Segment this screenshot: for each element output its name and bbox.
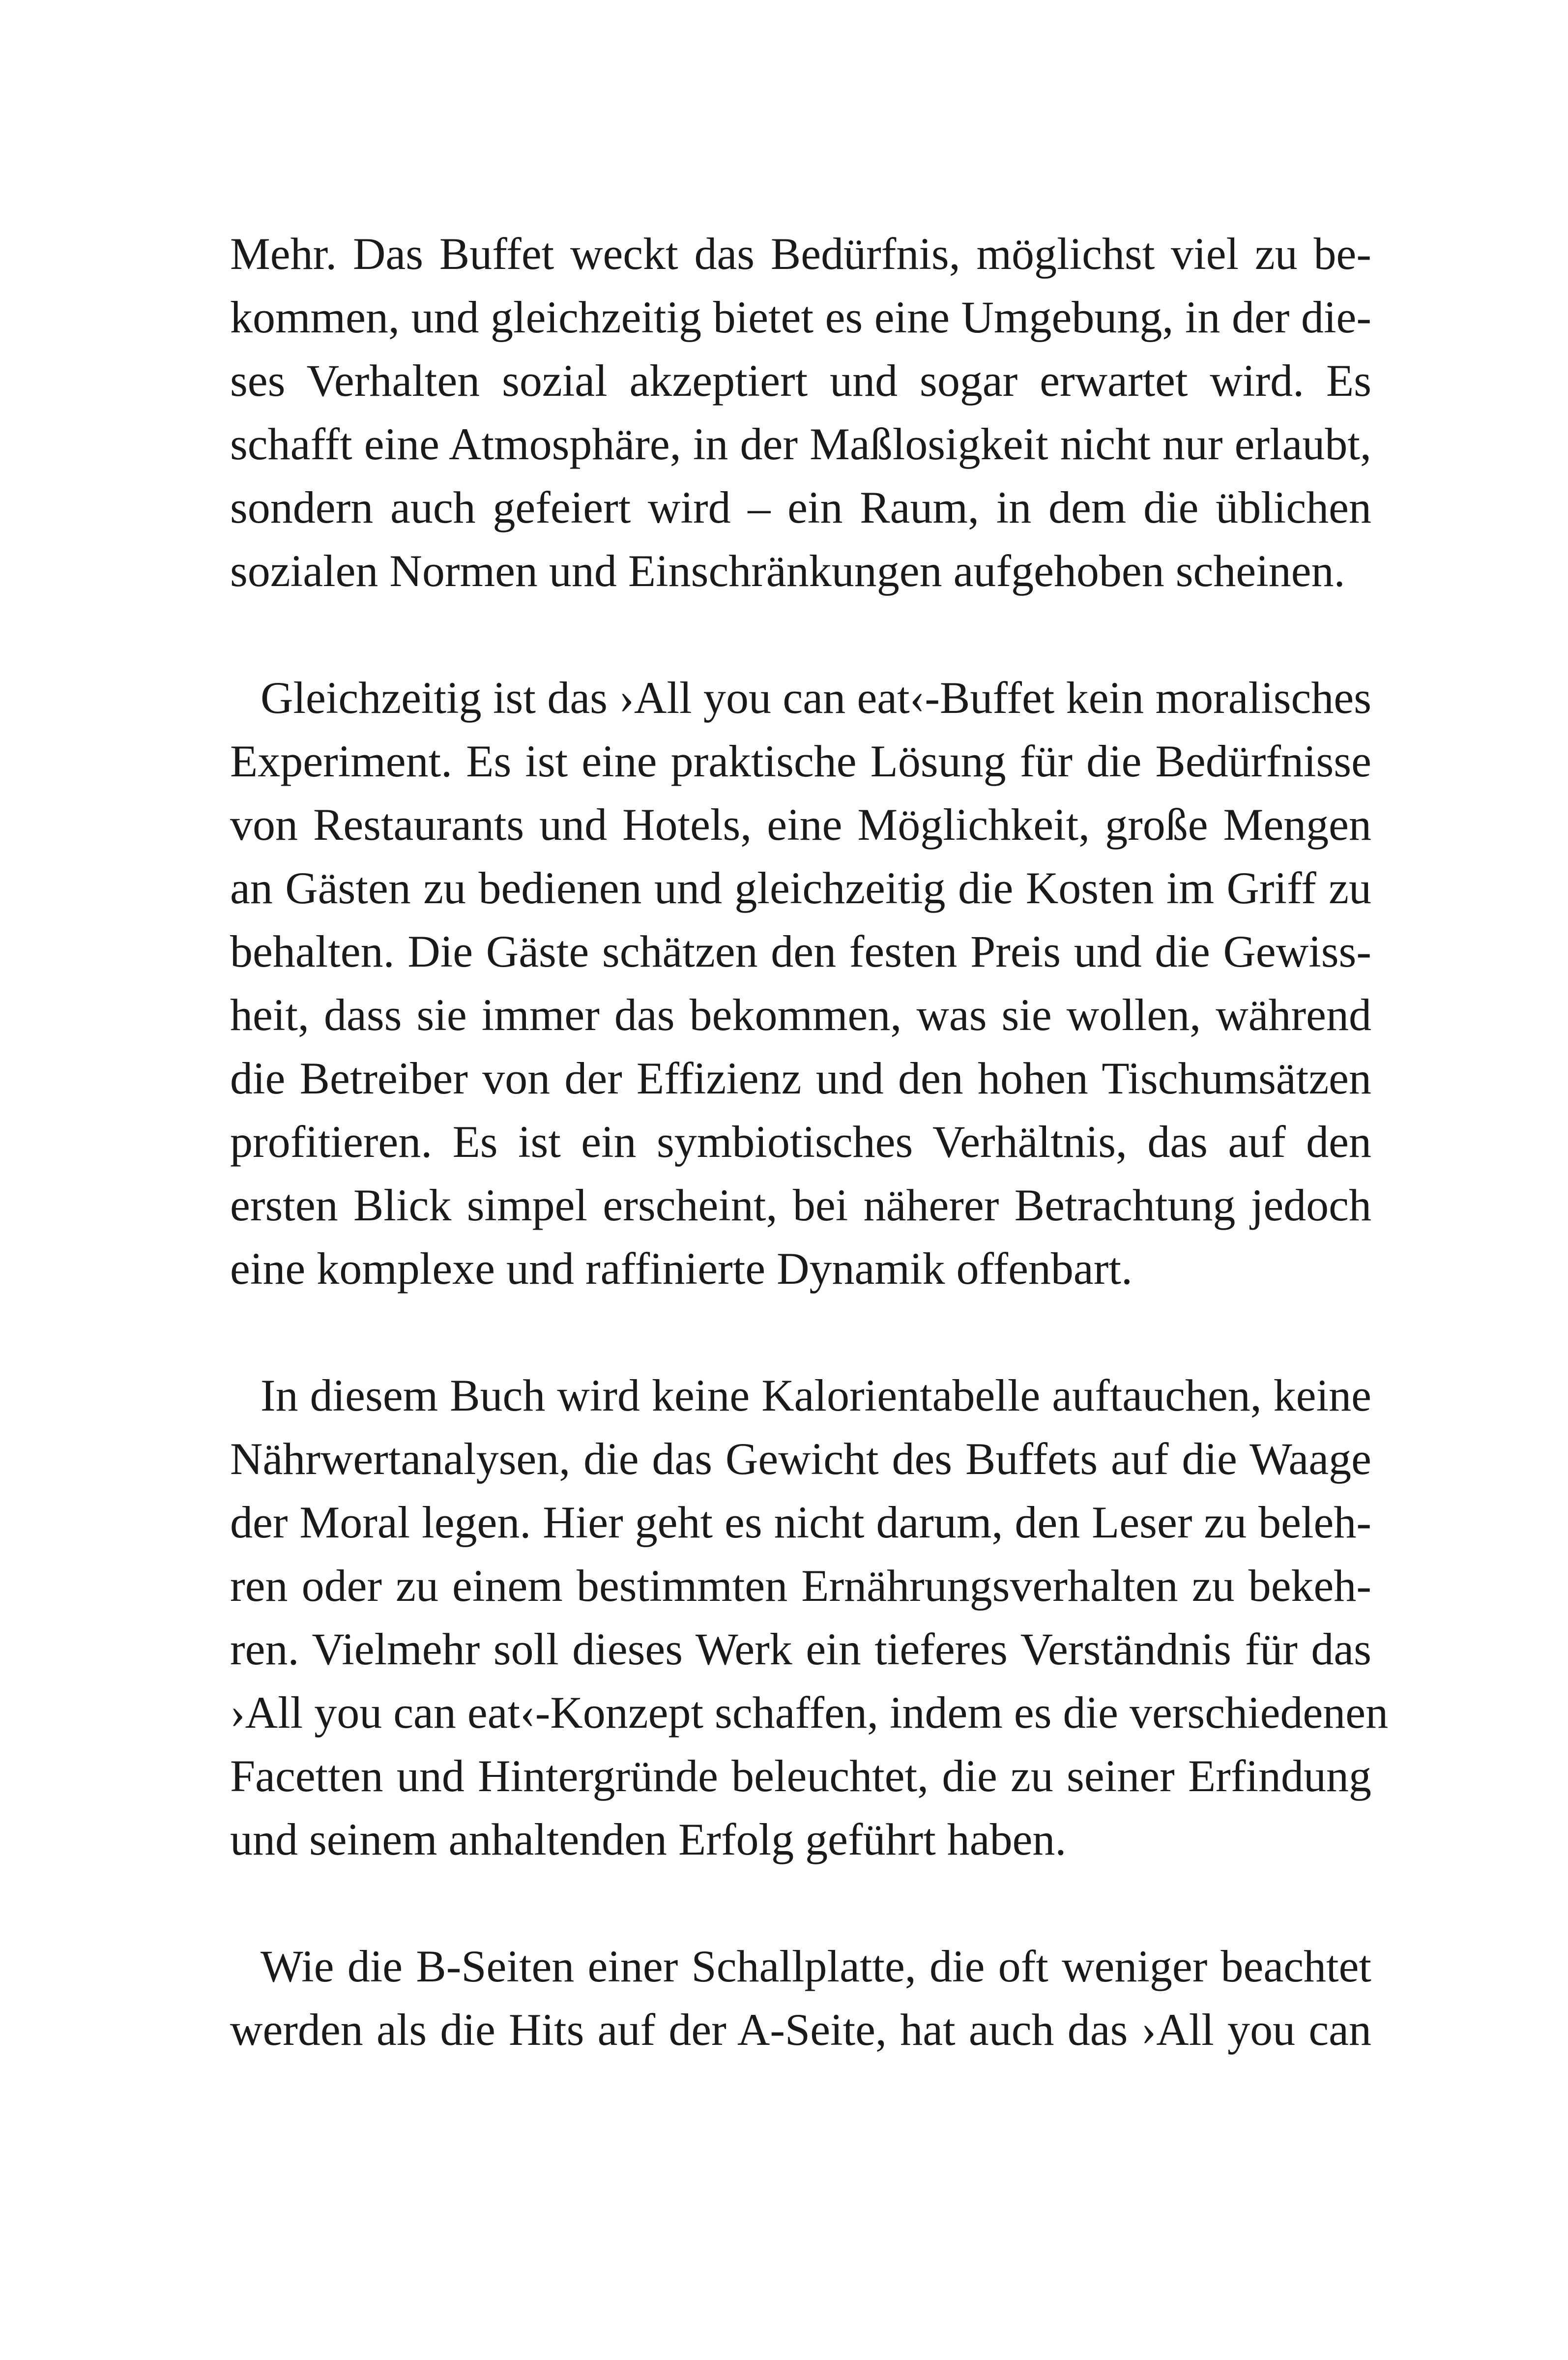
text-line: profitieren. Es ist ein symbiotisches Verhältnis, das auf den <box>230 1117 1371 1167</box>
text-line: die Betreiber von der Effizienz und den hohen Tischumsätzen <box>230 1053 1371 1103</box>
paragraph-2 <box>230 666 1371 1300</box>
text-line: Nährwertanalysen, die das Gewicht des Buffets auf die Waage <box>230 1434 1371 1484</box>
text-line: heit, dass sie immer das bekommen, was sie wollen, während <box>230 990 1371 1040</box>
text-line: sondern auch gefeiert wird – ein Raum, in dem die üblichen <box>230 482 1371 532</box>
text-line: der Moral legen. Hier geht es nicht darum, den Leser zu beleh- <box>230 1497 1371 1547</box>
text-line: behalten. Die Gäste schätzen den festen Preis und die Gewiss- <box>230 926 1371 976</box>
text-line: eine komplexe und raffinierte Dynamik offenbart. <box>230 1243 1132 1294</box>
text-line: kommen, und gleichzeitig bietet es eine Umgebung, in der die- <box>230 292 1371 342</box>
text-line: an Gästen zu bedienen und gleichzeitig die Kosten im Griff zu <box>230 863 1371 913</box>
text-line: ›All you can eat‹-Konzept schaffen, indem es die verschiedenen <box>230 1687 1389 1738</box>
text-line: Facetten und Hintergründe beleuchtet, die zu seiner Erfindung <box>230 1751 1371 1801</box>
text-line: Experiment. Es ist eine praktische Lösung für die Bedürfnisse <box>230 736 1371 786</box>
text-line: Mehr. Das Buffet weckt das Bedürfnis, möglichst viel zu be- <box>230 229 1371 279</box>
paragraph-3 <box>230 1364 1389 1871</box>
body-text <box>230 222 1389 2062</box>
text-line: ren. Vielmehr soll dieses Werk ein tieferes Verständnis für das <box>230 1624 1371 1674</box>
text-line: In diesem Buch wird keine Kalorientabelle auftauchen, keine <box>261 1370 1371 1420</box>
text-line: Gleichzeitig ist das ›All you can eat‹-Buffet kein moralisches <box>261 673 1371 723</box>
text-line: sozialen Normen und Einschränkungen aufgehoben scheinen. <box>230 546 1345 596</box>
text-line: und seinem anhaltenden Erfolg geführt haben. <box>230 1814 1067 1864</box>
text-line: werden als die Hits auf der A-Seite, hat auch das ›All you can <box>230 2005 1371 2055</box>
paragraph-4 <box>230 1935 1371 2062</box>
text-line: Wie die B-Seiten einer Schallplatte, die oft weniger beachtet <box>261 1941 1371 1991</box>
text-line: ses Verhalten sozial akzeptiert und sogar erwartet wird. Es <box>230 355 1371 406</box>
text-line: ren oder zu einem bestimmten Ernährungsverhalten zu bekeh- <box>230 1561 1371 1611</box>
text-line: von Restaurants und Hotels, eine Möglichkeit, große Mengen <box>230 799 1371 850</box>
text-line: ersten Blick simpel erscheint, bei näherer Betrachtung jedoch <box>230 1180 1371 1230</box>
paragraph-1 <box>230 222 1371 603</box>
text-line: schafft eine Atmosphäre, in der Maßlosigkeit nicht nur erlaubt, <box>230 419 1371 469</box>
